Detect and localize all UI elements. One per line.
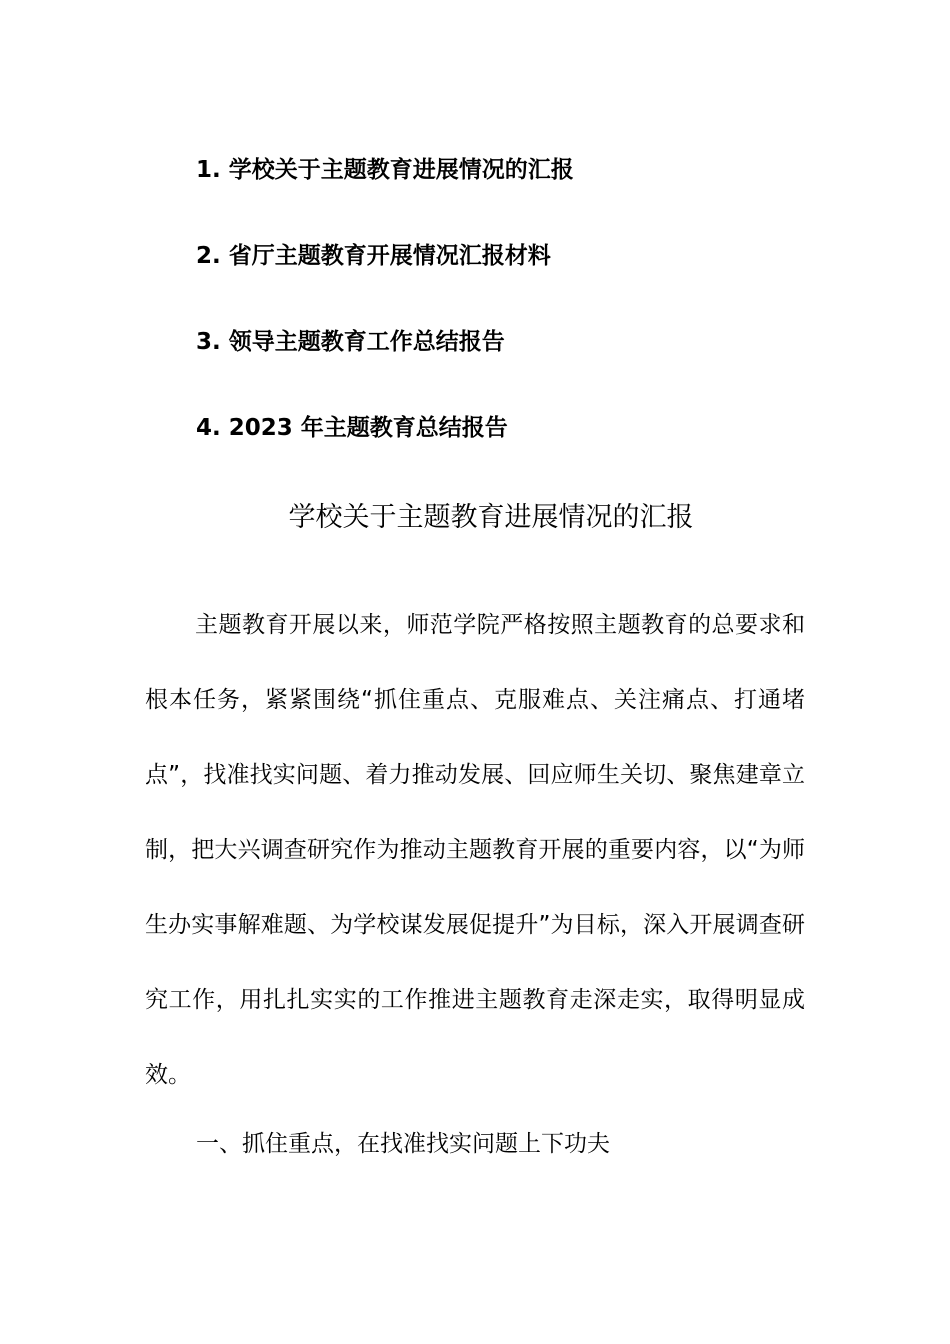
toc-item-3: 3. 领导主题教育工作总结报告 [196, 329, 505, 355]
intro-paragraph: 主题教育开展以来，师范学院严格按照主题教育的总要求和根本任务，紧紧围绕“抓住重点、克服难点、关注痛点、打通堵点”，找准找实问题、着力推动发展、回应师生关切、聚焦建章立制，把大兴调查研究作为推动主题教育开展的重要内容，以“为师生办实事解难题、为学校谋发展促提升”为目标，深入开展调查研究工作，用扎扎实实的工作推进主题教育走深走实，取得明显成效。 [145, 612, 805, 1088]
toc-item-1: 1. 学校关于主题教育进展情况的汇报 [196, 157, 574, 183]
document-title: 学校关于主题教育进展情况的汇报 [288, 502, 694, 533]
toc-item-2: 2. 省厅主题教育开展情况汇报材料 [196, 243, 551, 269]
toc-item-4: 4. 2023 年主题教育总结报告 [196, 415, 508, 441]
table-of-contents [196, 150, 816, 494]
section-heading-1: 一、抓住重点，在找准找实问题上下功夫 [196, 1131, 610, 1157]
